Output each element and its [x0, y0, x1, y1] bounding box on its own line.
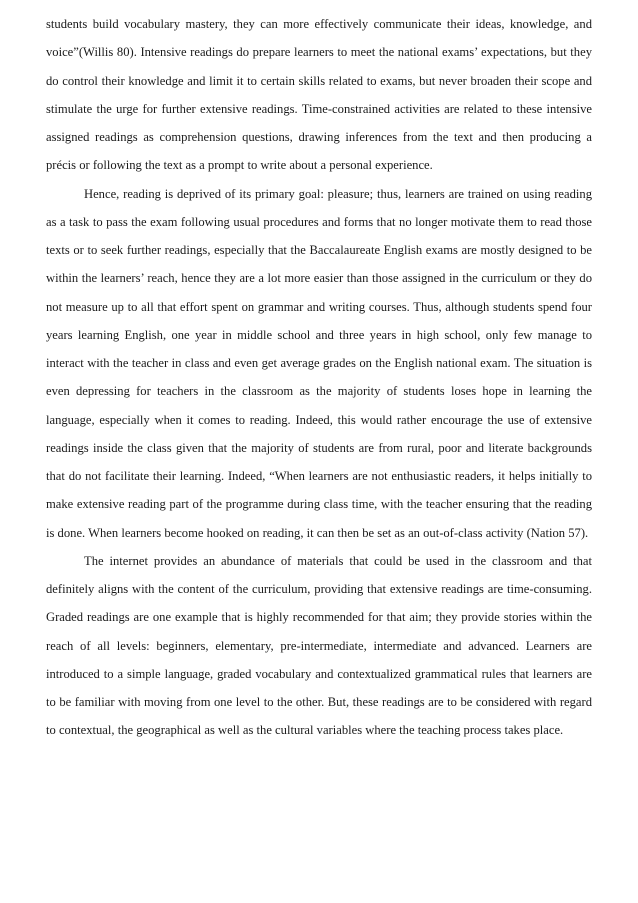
- paragraph-3: The internet provides an abundance of materials that could be used in the classroom and that definitely aligns with the content of the curriculum, providing that extensive readings are time-consuming. Graded readings are one example that is highly recommended for that aim; they provide stories within the reach of all levels: beginners, elementary, pre-intermediate, intermediate and advanced. Learners are introduced to a simple language, graded vocabulary and contextualized grammatical rules that learners are to be familiar with moving from one level to the other. But, these readings are to be considered with regard to contextual, the geographical as well as the cultural variables where the teaching process takes place.: [46, 553, 592, 738]
- paragraph-1: students build vocabulary mastery, they can more effectively communicate their ideas, knowledge, and voice”(Willis 80). Intensive readings do prepare learners to meet the national exams’ expectations, but they do control their knowledge and limit it to certain skills related to exams, but never broaden their scope and stimulate the urge for further extensive readings. Time-constrained activities are related to these intensive assigned readings as comprehension questions, drawing inferences from the text and then producing a précis or following the text as a prompt to write about a personal experience.: [46, 17, 592, 173]
- document-page: [46, 10, 592, 745]
- paragraph-2: Hence, reading is deprived of its primary goal: pleasure; thus, learners are trained on using reading as a task to pass the exam following usual procedures and forms that no longer motivate them to read those texts or to seek further readings, especially that the Baccalaureate English exams are mostly designed to be within the learners’ reach, hence they are a lot more easier than those assigned in the curriculum or they do not measure up to all that effort spent on grammar and writing courses. Thus, although students spend four years learning English, one year in middle school and three years in high school, only few manage to interact with the teacher in class and even get average grades on the English national exam. The situation is even depressing for teachers in the classroom as the majority of students loses hope in learning the language, especially when it comes to reading. Indeed, this would rather encourage the use of extensive readings inside the class given that the majority of students are from rural, poor and literate backgrounds that do not facilitate their learning. Indeed, “When learners are not enthusiastic readers, it helps initially to make extensive reading part of the programme during class time, with the teacher ensuring that the reading is done. When learners become hooked on reading, it can then be set as an out-of-class activity (Nation 57).: [46, 186, 592, 540]
